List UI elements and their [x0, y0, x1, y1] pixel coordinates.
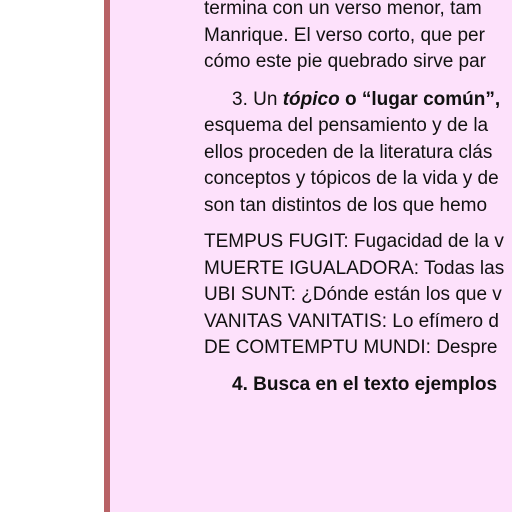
text-line: termina con un verso menor, tam [204, 0, 482, 19]
text-line: cómo este pie quebrado sirve par [204, 51, 486, 72]
paragraph-3-heading [204, 87, 512, 114]
list-item: TEMPUS FUGIT: Fugacidad de la v [204, 231, 504, 252]
text-line: esquema del pensamiento y de la [204, 115, 489, 136]
text-line: conceptos y tópicos de la vida y de [204, 168, 499, 189]
document-text [204, 0, 512, 398]
text-line: Manrique. El verso corto, que per [204, 24, 485, 46]
lugar-comun-phrase: o “lugar común”, [339, 88, 501, 110]
topics-list [204, 229, 512, 362]
question-4: 4. Busca en el texto ejemplos [232, 373, 498, 395]
document-page [104, 0, 512, 512]
topico-word: tópico [282, 88, 340, 110]
list-item: UBI SUNT: ¿Dónde están los que v [204, 284, 502, 305]
paragraph-3-number: 3. Un [232, 88, 283, 110]
list-item: MUERTE IGUALADORA: Todas las [204, 257, 505, 279]
list-item: DE COMTEMPTU MUNDI: Despre [204, 337, 498, 358]
text-line: son tan distintos de los que hemo [204, 194, 488, 216]
list-item: VANITAS VANITATIS: Lo efímero d [204, 310, 499, 332]
text-line: ellos proceden de la literatura clás [204, 141, 493, 163]
